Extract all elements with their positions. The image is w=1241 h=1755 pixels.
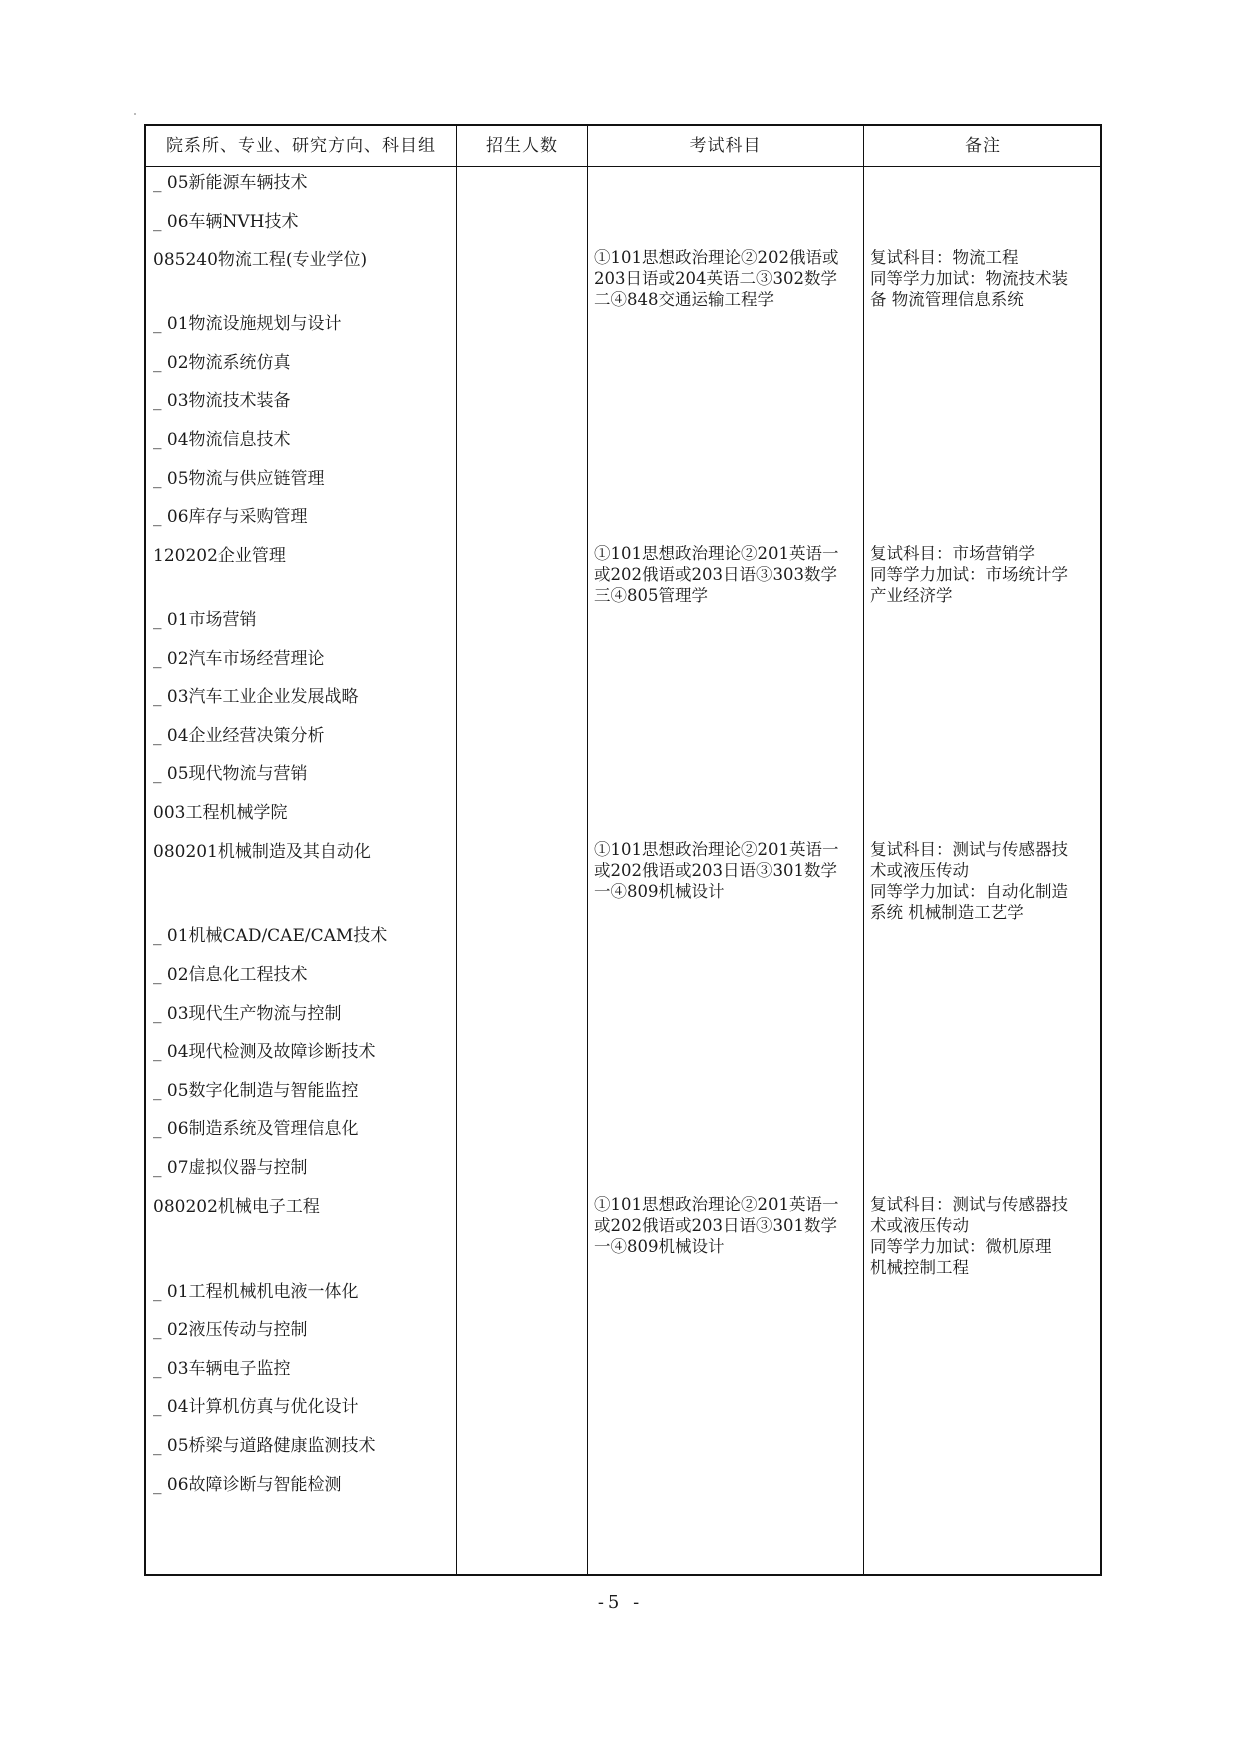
header-exam-subjects: 考试科目 <box>689 136 762 156</box>
table-row: _ 02汽车市场经营理论 <box>153 649 325 669</box>
table-row: _ 02物流系统仿真 <box>153 353 291 373</box>
table-row: _ 03车辆电子监控 <box>153 1359 291 1379</box>
column-divider <box>587 126 588 1574</box>
table-row: _ 03物流技术装备 <box>153 391 291 411</box>
table-row: _ 01工程机械机电液一体化 <box>153 1282 359 1302</box>
table-row: _ 04物流信息技术 <box>153 430 291 450</box>
exam-subjects-cell: ①101思想政治理论②201英语一 或202俄语或203日语③301数学 一④809机械设计 <box>594 840 839 901</box>
table-row: _ 01市场营销 <box>153 610 257 630</box>
program-row: 080202机械电子工程 <box>153 1197 320 1217</box>
program-row: 085240物流工程(专业学位) <box>153 250 368 270</box>
table-row: _ 05桥梁与道路健康监测技术 <box>153 1436 376 1456</box>
table-row: _ 05物流与供应链管理 <box>153 469 325 489</box>
header-department: 院系所、专业、研究方向、科目组 <box>166 136 436 156</box>
table-row: _ 03现代生产物流与控制 <box>153 1004 342 1024</box>
remarks-cell: 复试科目：物流工程 同等学力加试：物流技术装 备 物流管理信息系统 <box>870 248 1068 309</box>
table-row: _ 06故障诊断与智能检测 <box>153 1475 342 1495</box>
table-row: _ 01机械CAD/CAE/CAM技术 <box>153 926 388 946</box>
table-row: _ 05现代物流与营销 <box>153 764 308 784</box>
table-row: _ 06制造系统及管理信息化 <box>153 1119 359 1139</box>
program-row: 120202企业管理 <box>153 546 286 566</box>
department-row: 003工程机械学院 <box>153 803 288 823</box>
table-row: _ 02液压传动与控制 <box>153 1320 308 1340</box>
exam-subjects-cell: ①101思想政治理论②201英语一 或202俄语或203日语③301数学 一④809机械设计 <box>594 1195 839 1256</box>
column-divider <box>863 126 864 1574</box>
scan-speck <box>134 113 136 115</box>
table-row: _ 04企业经营决策分析 <box>153 726 325 746</box>
table-row: _ 04现代检测及故障诊断技术 <box>153 1042 376 1062</box>
column-divider <box>456 126 457 1574</box>
header-enrollment: 招生人数 <box>486 136 558 156</box>
table-row: _ 03汽车工业企业发展战略 <box>153 687 359 707</box>
table-row: _ 05新能源车辆技术 <box>153 173 308 193</box>
exam-subjects-cell: ①101思想政治理论②201英语一 或202俄语或203日语③303数学 三④805管理学 <box>594 544 839 605</box>
table-row: _ 06车辆NVH技术 <box>153 212 299 232</box>
header-divider <box>146 166 1100 167</box>
header-remarks: 备注 <box>965 136 1001 156</box>
table-row: _ 02信息化工程技术 <box>153 965 308 985</box>
exam-subjects-cell: ①101思想政治理论②202俄语或 203日语或204英语二③302数学 二④848交通运输工程学 <box>594 248 839 309</box>
program-row: 080201机械制造及其自动化 <box>153 842 371 862</box>
table-row: _ 04计算机仿真与优化设计 <box>153 1397 359 1417</box>
table-row: _ 05数字化制造与智能监控 <box>153 1081 359 1101</box>
table-row: _ 06库存与采购管理 <box>153 507 308 527</box>
page-number: -5 - <box>597 1592 644 1613</box>
table-row: _ 07虚拟仪器与控制 <box>153 1158 308 1178</box>
remarks-cell: 复试科目：测试与传感器技 术或液压传动 同等学力加试：微机原理 机械控制工程 <box>870 1195 1068 1277</box>
remarks-cell: 复试科目：市场营销学 同等学力加试：市场统计学 产业经济学 <box>870 544 1068 605</box>
table-row: _ 01物流设施规划与设计 <box>153 314 342 334</box>
admissions-table <box>144 124 1102 1576</box>
remarks-cell: 复试科目：测试与传感器技 术或液压传动 同等学力加试：自动化制造 系统 机械制造工艺学 <box>870 840 1068 922</box>
